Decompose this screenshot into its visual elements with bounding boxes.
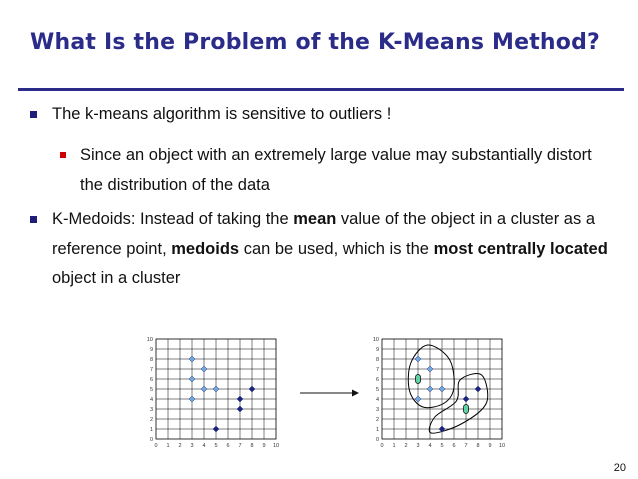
x-tick-label: 8 [476, 443, 480, 449]
bullet-2-text-2: value of the object in a cluster as a reference point, [52, 210, 595, 258]
bullet-2-text-3: can be used, which is the [239, 239, 434, 258]
y-tick-label: 1 [149, 427, 153, 433]
kmeans-scatter-plot [140, 333, 285, 453]
x-tick-label: 2 [178, 443, 182, 449]
y-tick-label: 9 [149, 347, 153, 353]
arrow-icon [298, 388, 360, 398]
x-tick-label: 6 [226, 443, 230, 449]
y-tick-label: 0 [375, 437, 379, 443]
bullet-2-medoids: medoids [171, 239, 240, 258]
title-divider [18, 88, 624, 91]
y-tick-label: 1 [375, 427, 379, 433]
y-tick-label: 3 [149, 407, 153, 413]
y-tick-label: 4 [375, 397, 379, 403]
x-tick-label: 0 [380, 443, 384, 449]
x-tick-label: 9 [262, 443, 266, 449]
y-tick-label: 10 [146, 337, 153, 343]
x-tick-label: 2 [404, 443, 408, 449]
y-tick-label: 6 [375, 377, 379, 383]
x-tick-label: 10 [272, 443, 280, 449]
medoid-marker [464, 405, 469, 414]
y-tick-label: 8 [149, 357, 153, 363]
x-tick-label: 10 [498, 443, 506, 449]
x-tick-label: 5 [440, 443, 444, 449]
x-tick-label: 3 [416, 443, 420, 449]
y-tick-label: 10 [372, 337, 379, 343]
y-tick-label: 4 [149, 397, 153, 403]
x-tick-label: 6 [452, 443, 456, 449]
page-number: 20 [613, 462, 626, 474]
x-tick-label: 4 [428, 443, 432, 449]
bullet-2-most-central: most centrally located [433, 239, 608, 258]
x-tick-label: 7 [238, 443, 242, 449]
x-tick-label: 5 [214, 443, 218, 449]
y-tick-label: 5 [375, 387, 379, 393]
x-tick-label: 8 [250, 443, 254, 449]
y-tick-label: 3 [375, 407, 379, 413]
y-tick-label: 8 [375, 357, 379, 363]
y-tick-label: 9 [375, 347, 379, 353]
bullet-marker-2 [30, 216, 37, 223]
x-tick-label: 7 [464, 443, 468, 449]
x-tick-label: 3 [190, 443, 194, 449]
sub-bullet-marker [60, 152, 66, 158]
y-tick-label: 0 [149, 437, 153, 443]
y-tick-label: 7 [149, 367, 153, 373]
bullet-2 [52, 205, 622, 294]
y-tick-label: 5 [149, 387, 153, 393]
y-tick-label: 2 [149, 417, 153, 423]
slide-title: What Is the Problem of the K-Means Method? [30, 30, 600, 55]
bullet-1: The k-means algorithm is sensitive to outliers ! [52, 105, 392, 123]
y-tick-label: 2 [375, 417, 379, 423]
kmedoids-scatter-plot [366, 333, 511, 453]
medoid-marker [416, 375, 421, 384]
x-tick-label: 9 [488, 443, 492, 449]
x-tick-label: 4 [202, 443, 206, 449]
y-tick-label: 7 [375, 367, 379, 373]
sub-bullet-1: Since an object with an extremely large value may substantially distort the distribution of the data [80, 146, 592, 194]
bullet-2-text-4: object in a cluster [52, 269, 181, 287]
y-tick-label: 6 [149, 377, 153, 383]
x-tick-label: 1 [392, 443, 396, 449]
bullet-2-text-1: K-Medoids: Instead of taking the [52, 210, 294, 228]
x-tick-label: 1 [166, 443, 170, 449]
x-tick-label: 0 [154, 443, 158, 449]
bullet-2-mean: mean [293, 210, 337, 228]
bullet-marker-1 [30, 111, 37, 118]
